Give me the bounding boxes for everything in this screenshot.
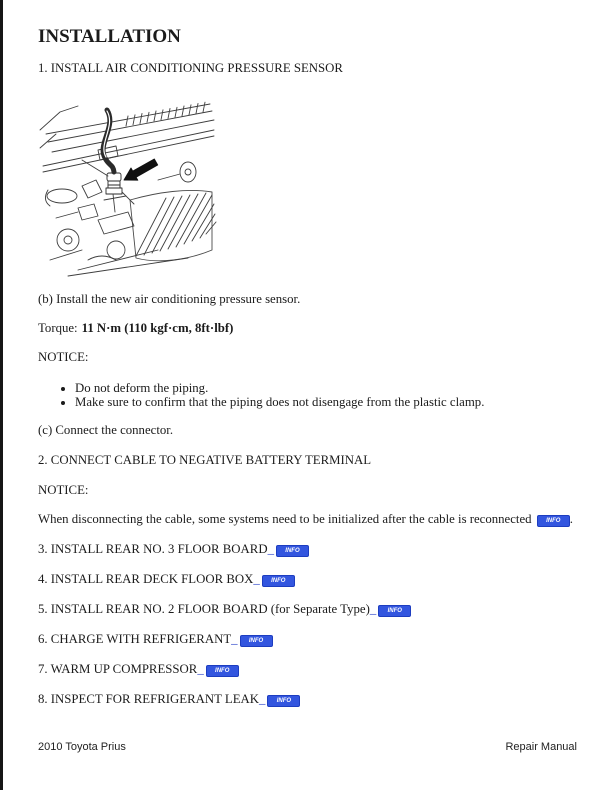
torque-spec xyxy=(38,321,577,336)
info-badge[interactable] xyxy=(276,545,309,557)
step-item xyxy=(38,692,577,707)
step2-heading: 2. CONNECT CABLE TO NEGATIVE BATTERY TERMINAL xyxy=(38,453,372,467)
step2-notice-period: . xyxy=(569,512,573,526)
steps-list xyxy=(38,542,577,707)
step1-sub-b: (b) Install the new air conditioning pressure sensor. xyxy=(38,292,301,306)
page-footer xyxy=(38,741,577,753)
info-badge-label: INFO xyxy=(248,638,264,644)
info-badge-label: INFO xyxy=(285,548,300,554)
link-underscore[interactable]: _ xyxy=(253,572,260,586)
notice-bullet-1: • Do not deform the piping. xyxy=(75,381,577,395)
info-badge[interactable] xyxy=(267,695,300,707)
illustration-engine-bay-ac-pressure-sensor xyxy=(38,100,220,278)
info-badge-label: INFO xyxy=(276,698,292,704)
step-label: 8. INSPECT FOR REFRIGERANT LEAK xyxy=(38,692,260,706)
footer-right: Repair Manual xyxy=(505,741,577,753)
page-title: INSTALLATION xyxy=(38,26,181,47)
info-badge[interactable] xyxy=(262,575,295,587)
step-item xyxy=(38,572,577,587)
torque-label: Torque: xyxy=(38,321,78,335)
notice-bullet-list xyxy=(38,381,577,409)
info-badge-label: INFO xyxy=(387,608,402,614)
info-badge-label: INFO xyxy=(215,668,230,674)
step-item xyxy=(38,602,577,617)
info-badge[interactable] xyxy=(537,515,570,527)
step2-notice-text: When disconnecting the cable, some systems need to be initialized after the cable is reconnected xyxy=(38,512,532,526)
footer-left: 2010 Toyota Prius xyxy=(38,741,126,753)
step-item xyxy=(38,662,577,677)
notice-bullet-2: • Make sure to confirm that the piping does not disengage from the plastic clamp. xyxy=(75,395,577,409)
info-badge[interactable] xyxy=(378,605,411,617)
step-item xyxy=(38,542,577,557)
info-badge[interactable] xyxy=(206,665,239,677)
step-item xyxy=(38,632,577,647)
info-badge-label: INFO xyxy=(546,518,561,524)
step2-notice-line xyxy=(38,512,577,527)
engine-bay-line-drawing xyxy=(38,100,220,278)
cowl-hatching xyxy=(126,102,205,126)
step2-notice-label: NOTICE: xyxy=(38,483,89,497)
info-badge[interactable] xyxy=(240,635,273,647)
info-badge-label: INFO xyxy=(271,578,286,584)
page-left-edge-line xyxy=(0,0,3,790)
link-underscore[interactable]: _ xyxy=(369,602,377,616)
pointer-arrow xyxy=(124,159,158,180)
step-label: 5. INSTALL REAR NO. 2 FLOOR BOARD (for Separate Type) xyxy=(38,602,370,616)
step-label: 6. CHARGE WITH REFRIGERANT xyxy=(38,632,232,646)
torque-value: 11 N·m (110 kgf·cm, 8ft·lbf) xyxy=(81,321,234,335)
link-underscore[interactable]: _ xyxy=(231,632,238,646)
engine-cover-ribs xyxy=(136,193,216,256)
step-label: 4. INSTALL REAR DECK FLOOR BOX xyxy=(38,572,254,586)
link-underscore[interactable]: _ xyxy=(267,542,274,556)
step-label: 3. INSTALL REAR NO. 3 FLOOR BOARD xyxy=(38,542,268,556)
step-label: 7. WARM UP COMPRESSOR xyxy=(38,662,198,676)
link-underscore[interactable]: _ xyxy=(259,692,266,706)
link-underscore[interactable]: _ xyxy=(197,662,204,676)
step1-heading: 1. INSTALL AIR CONDITIONING PRESSURE SENSOR xyxy=(38,61,343,75)
step1-sub-c: (c) Connect the connector. xyxy=(38,423,174,437)
step1-notice-label: NOTICE: xyxy=(38,350,89,364)
